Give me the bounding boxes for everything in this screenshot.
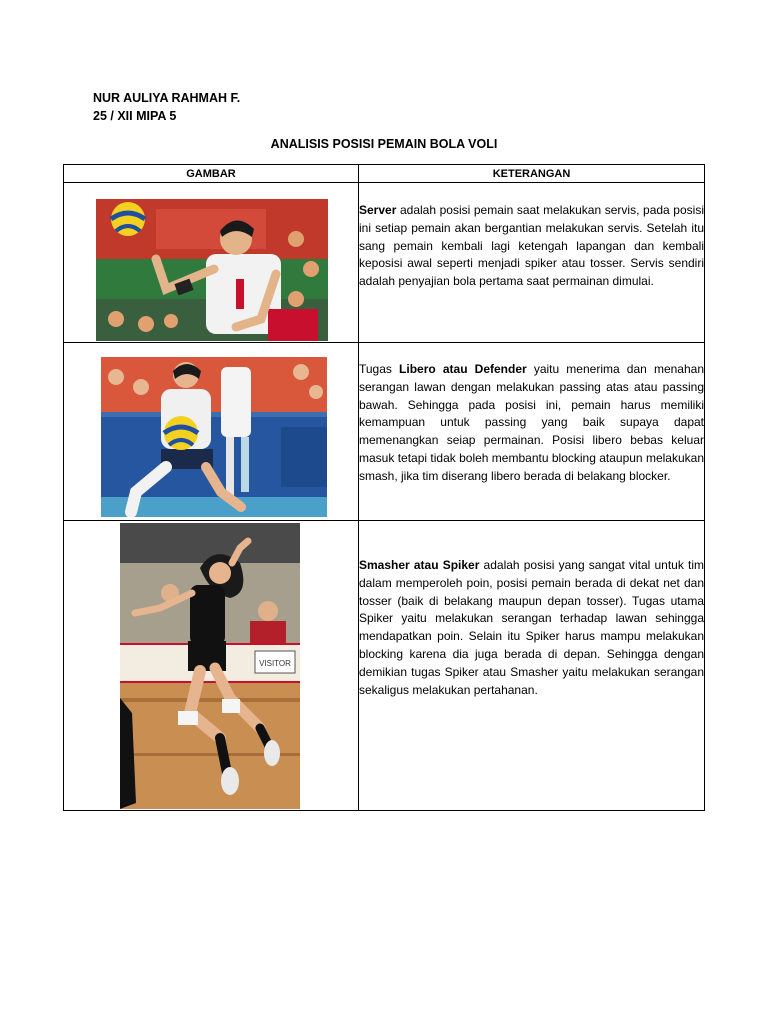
- position-term: Libero atau Defender: [399, 362, 527, 376]
- volleyball-spiker-photo: [120, 523, 300, 809]
- libero-description: [359, 361, 704, 486]
- image-cell: [64, 521, 359, 811]
- table-row: [64, 183, 705, 343]
- volleyball-server-photo: [96, 199, 328, 341]
- table-row: [64, 521, 705, 811]
- table-header-row: [64, 165, 705, 183]
- volleyball-libero-photo: [101, 357, 327, 517]
- student-class: 25 / XII MIPA 5: [93, 109, 177, 123]
- description-text: adalah posisi pemain saat melakukan servis, pada posisi ini setiap pemain akan bergantian melakukan servis. Setelah itu sang pemain kembali lagi ketengah lapangan dan kembali keposisi awal seperti menjadi spiker atau tosser. Servis sendiri adalah penyajian bola pertama saat permainan dimulai.: [359, 203, 704, 289]
- column-header-keterangan: KETERANGAN: [359, 165, 705, 183]
- student-name: NUR AULIYA RAHMAH F.: [93, 91, 241, 105]
- position-term: Smasher atau Spiker: [359, 558, 480, 572]
- description-lead: Tugas: [359, 362, 400, 376]
- table-row: [64, 343, 705, 521]
- description-cell: [359, 183, 705, 343]
- analysis-table: [63, 164, 705, 811]
- student-info: [93, 89, 240, 125]
- position-term: Server: [359, 203, 397, 217]
- image-cell: [64, 183, 359, 343]
- document-title: ANALISIS POSISI PEMAIN BOLA VOLI: [270, 137, 498, 151]
- description-cell: [359, 343, 705, 521]
- description-text: adalah posisi yang sangat vital untuk tim dalam memperoleh poin, posisi pemain berada di dekat net dan tosser (baik di belakang maupun depan tosser). Tugas utama Spiker yaitu melakukan serangan terhadap lawan sehingga mendapatkan poin. Selain itu Spiker harus mampu melakukan blocking karena dia juga berada di depan. Sehingga dengan demikian tugas Spiker atau Smasher yaitu melakukan serangan sekaligus melakukan pertahanan.: [359, 558, 704, 697]
- description-text: yaitu menerima dan menahan serangan lawan dengan melakukan passing atas atau passing bawah. Sehingga pada posisi ini, pemain harus memiliki kemampuan untuk passing yang baik supaya dapat memenangkan seiap permainan. Posisi libero bebas keluar masuk tetapi tidak boleh membantu blocking ataupun melakukan smash, jika tim diserang libero berada di belakang blocker.: [359, 362, 704, 483]
- image-cell: [64, 343, 359, 521]
- server-description: [359, 202, 704, 291]
- column-header-gambar: GAMBAR: [64, 165, 359, 183]
- spiker-description: [359, 557, 704, 699]
- visitor-sign-text: VISITOR: [259, 659, 291, 668]
- description-cell: [359, 521, 705, 811]
